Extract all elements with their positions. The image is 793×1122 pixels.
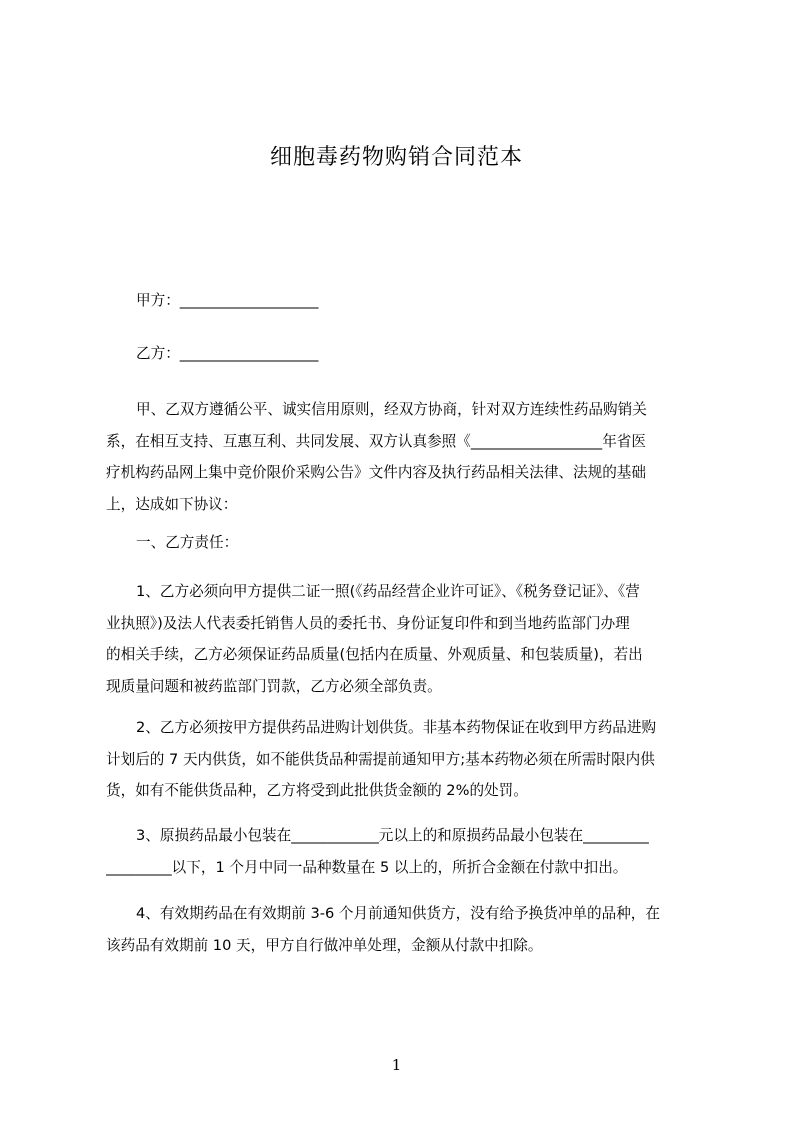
section-heading: 一、乙方责任： — [136, 534, 239, 551]
party-a-line: 甲方：___________________ — [136, 292, 319, 309]
party-b-line: 乙方：___________________ — [136, 345, 319, 362]
page-number: 1 — [391, 1056, 402, 1074]
text-line: 计划后的 7 天内供货，如不能供货品种需提前通知甲方;基本药物必须在所需时限内供 — [106, 750, 655, 768]
text-line: 现质量问题和被药监部门罚款，乙方必须全部负责。 — [106, 677, 442, 695]
text-line: 2、乙方必须按甲方提供药品进购计划供货。非基本药物保证在收到甲方药品进购 — [136, 719, 657, 736]
clause-3 — [106, 820, 700, 883]
text-line: 业执照》)及法人代表委托销售人员的委托书、身份证复印件和到当地药监部门办理 — [106, 614, 630, 632]
text-line: 系，在相互支持、互惠互利、共同发展、双方认真参照《__________________年省医 — [106, 432, 646, 450]
text-line: 甲、乙双方遵循公平、诚实信用原则，经双方协商，针对双方连续性药品购销关 — [136, 401, 647, 418]
document-title: 细胞毒药物购销合同范本 — [269, 145, 523, 170]
text-line: 1、乙方必须向甲方提供二证一照(《药品经营企业许可证》、《税务登记证》、《营 — [136, 583, 640, 600]
clause-1 — [106, 576, 700, 702]
text-line: 的相关手续，乙方必须保证药品质量(包括内在质量、外观质量、和包装质量)，若出 — [106, 646, 643, 663]
text-line: _________以下，1 个月中同一品种数量在 5 以上的，所折合金额在付款中扣出。 — [106, 858, 628, 876]
text-line: 3、原损药品最小包装在____________元以上的和原损药品最小包装在_________ — [136, 827, 649, 844]
text-line: 货，如有不能供货品种，乙方将受到此批供货金额的 2%的处罚。 — [106, 782, 528, 799]
clause-4 — [106, 898, 700, 961]
text-line: 4、有效期药品在有效期前 3-6 个月前通知供货方，没有给予换货冲单的品种，在 — [136, 905, 660, 922]
text-line: 疗机构药品网上集中竞价限价采购公告》文件内容及执行药品相关法律、法规的基础 — [106, 464, 646, 481]
clause-2 — [106, 712, 700, 807]
text-line: 该药品有效期前 10 天，甲方自行做冲单处理，金额从付款中扣除。 — [106, 936, 543, 954]
text-line: 上，达成如下协议： — [106, 495, 238, 513]
intro-paragraph — [106, 394, 700, 520]
